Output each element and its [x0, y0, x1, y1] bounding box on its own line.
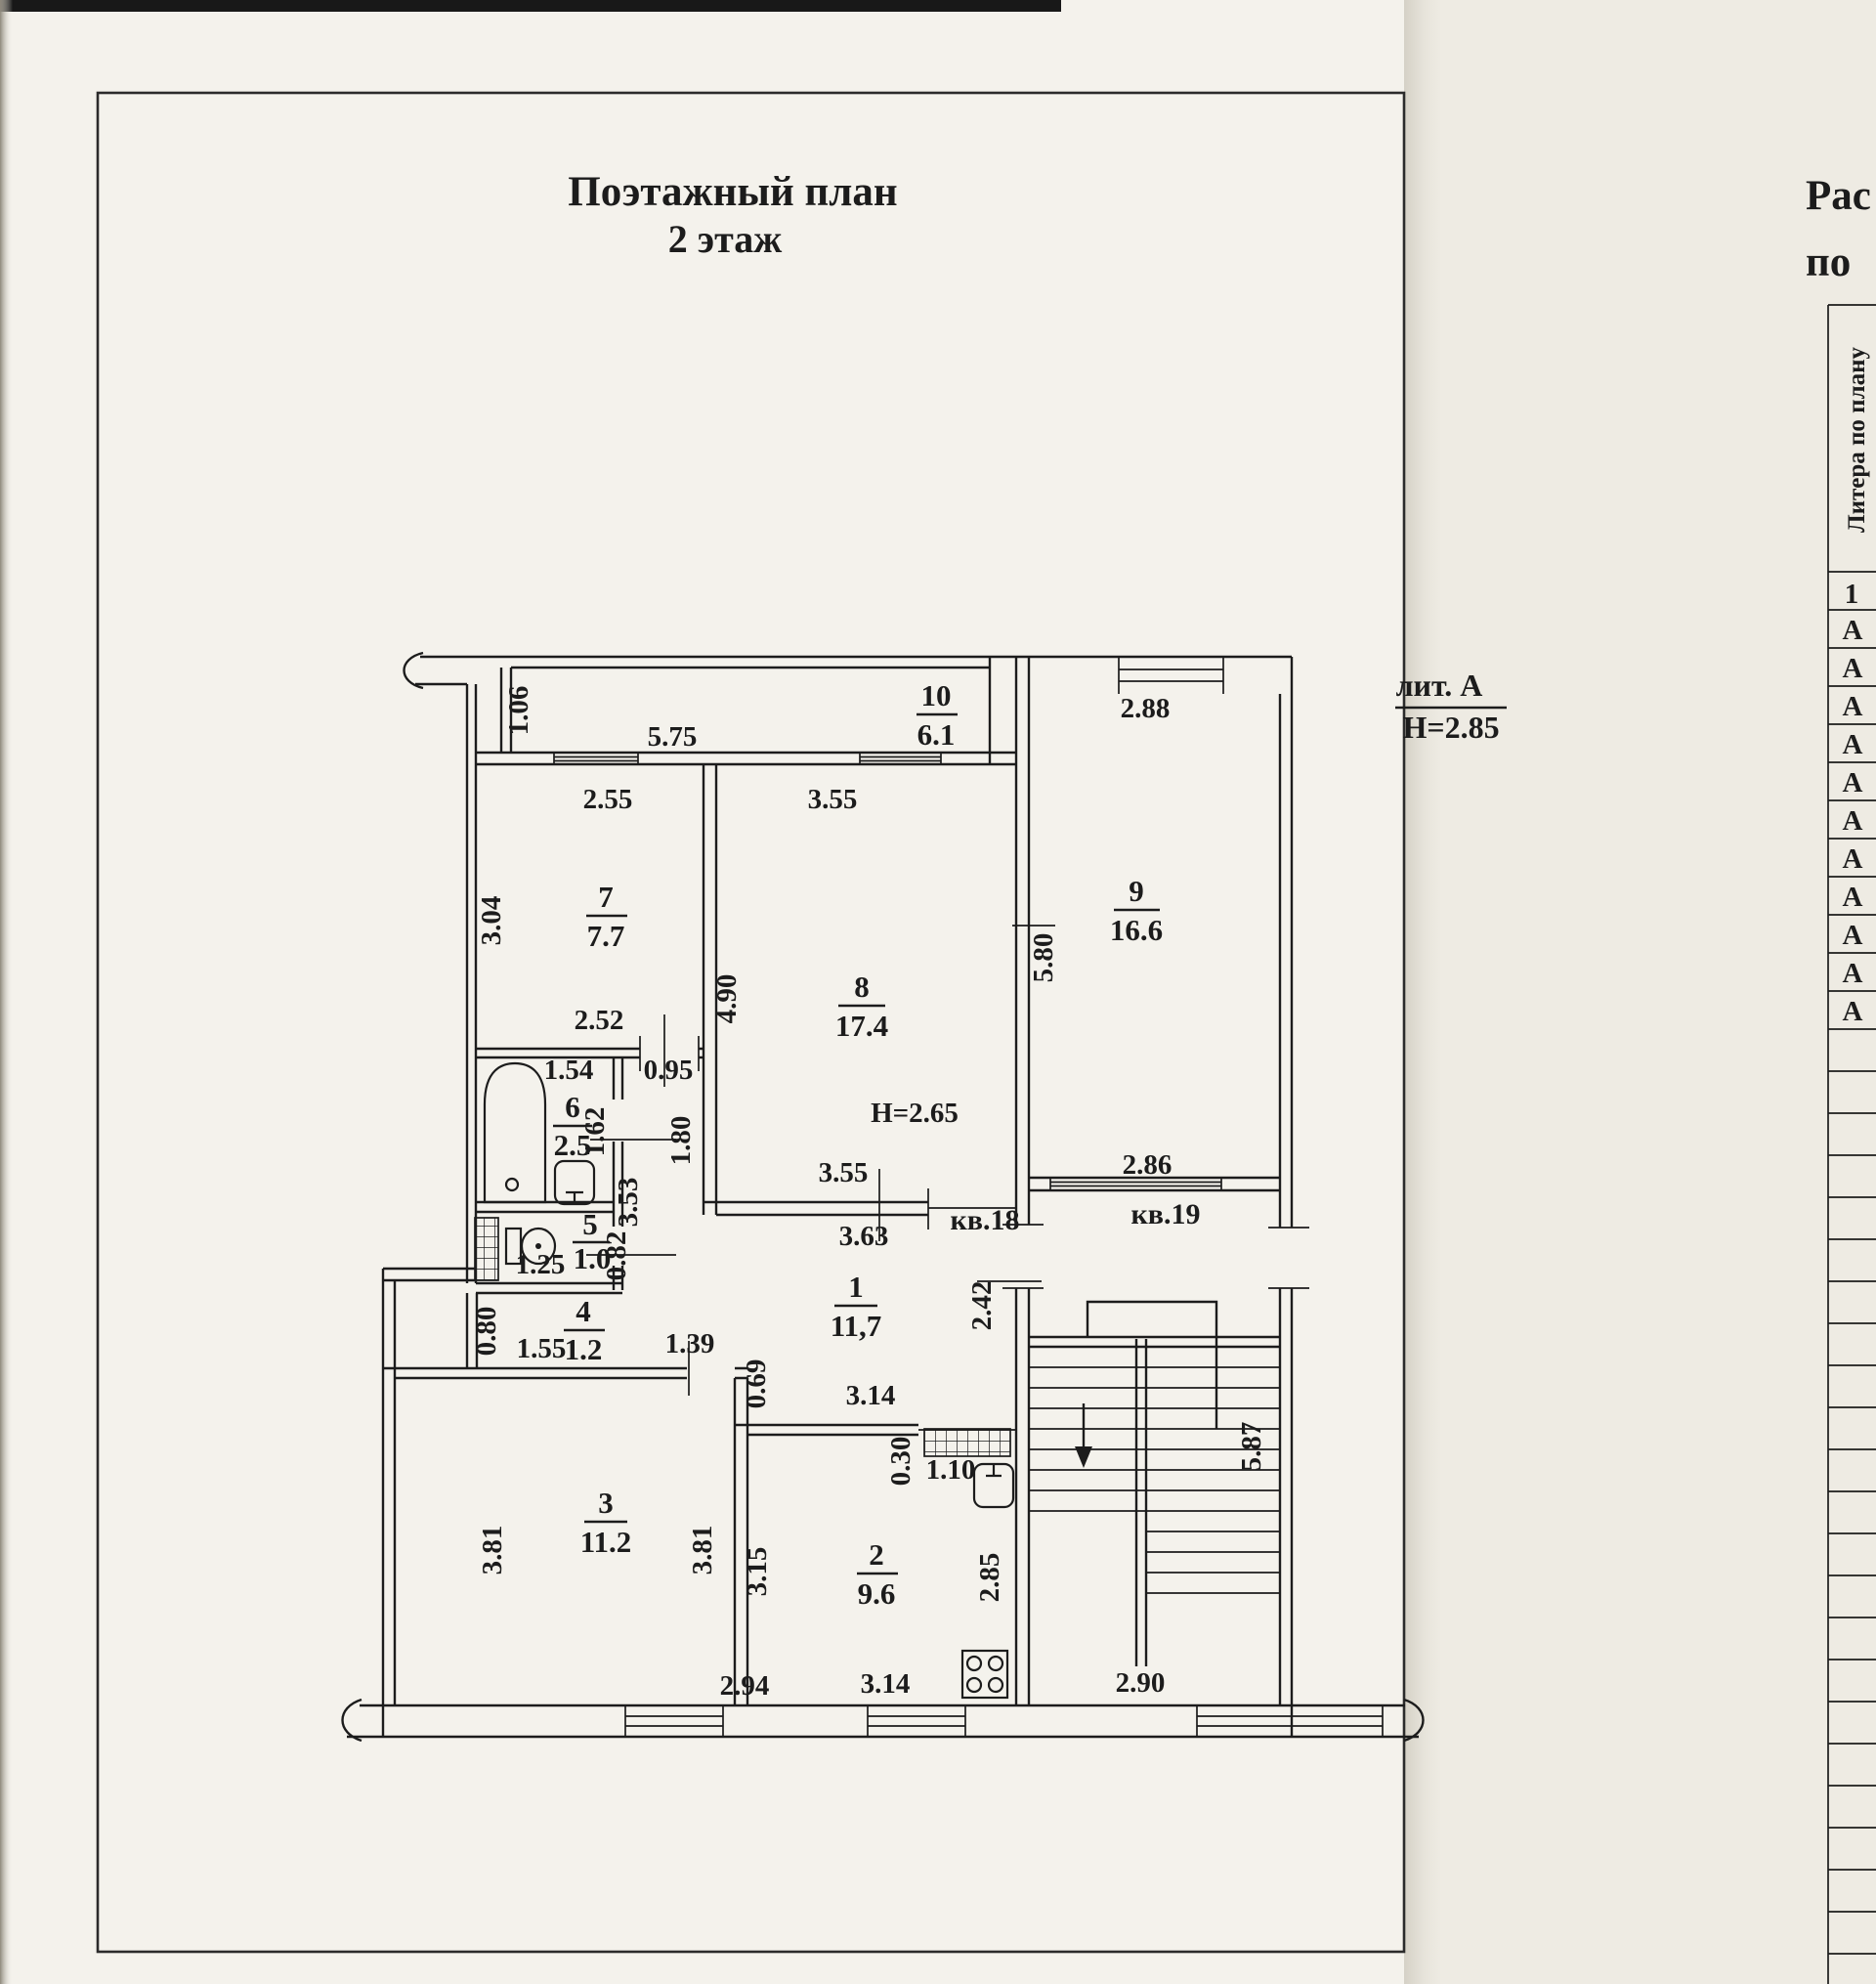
room-number: 7: [598, 880, 614, 914]
room-area: 9.6: [857, 1576, 896, 1611]
dim-room8-top: 3.55: [807, 784, 858, 815]
room-area: 2.5: [553, 1128, 592, 1162]
dim-bottom-left: 2.94: [719, 1670, 770, 1702]
dim-balcony-depth: 1.06: [503, 685, 534, 736]
room-number: 9: [1129, 874, 1144, 908]
room-area: 6.1: [917, 717, 956, 752]
side-table-row-number: 1: [1844, 579, 1859, 610]
dim-wc-width: 1.25: [515, 1249, 566, 1280]
dim-bath-door: 1.62: [579, 1106, 611, 1157]
dim-hall-step: 1.39: [664, 1328, 715, 1359]
side-table-letter: А: [1842, 653, 1863, 684]
side-table-letter: А: [1842, 996, 1863, 1027]
page-fold-shadow: [1404, 0, 1441, 1984]
side-table-letter: А: [1842, 691, 1863, 722]
dim-room9-top: 2.88: [1120, 693, 1171, 724]
room-area: 17.4: [834, 1009, 889, 1043]
dim-door7: 0.95: [643, 1055, 694, 1086]
dim-room7-bottom: 2.52: [574, 1005, 624, 1036]
room-area: 11,7: [830, 1309, 882, 1343]
dim-kitchen-vent-d: 0.30: [885, 1436, 917, 1487]
side-heading-line1: Рас: [1806, 173, 1871, 219]
dim-bath-width: 1.54: [543, 1055, 594, 1086]
scanner-edge-top: [0, 0, 1061, 12]
kitchen-vent-grille-icon: [924, 1429, 1010, 1456]
room-number: 4: [576, 1294, 591, 1328]
liter-label: лит. А: [1395, 668, 1483, 703]
dim-room8-bottom-a: 3.55: [818, 1157, 869, 1188]
dim-room9-height: 5.80: [1028, 932, 1059, 983]
note-room-height: Н=2.65: [871, 1098, 959, 1129]
room-number: 10: [920, 678, 952, 712]
dim-landing-height: 2.42: [966, 1280, 998, 1331]
side-table-letter: А: [1842, 843, 1863, 875]
dim-balcony-width: 5.75: [647, 721, 698, 753]
side-table-letter: А: [1842, 805, 1863, 837]
dim-landing-width: 2.86: [1122, 1149, 1172, 1181]
room-number: 2: [869, 1537, 884, 1572]
room-area: 11.2: [579, 1525, 632, 1559]
dim-wc-door: 0.82: [601, 1230, 632, 1281]
room-area: 16.6: [1109, 913, 1164, 947]
dim-hall-door: 3.14: [845, 1380, 896, 1411]
side-table-letter: А: [1842, 767, 1863, 798]
apartment-18-label: кв.18: [950, 1204, 1020, 1236]
side-heading-line2: по: [1806, 239, 1852, 285]
side-table-letter: А: [1842, 615, 1863, 646]
room-number: 5: [582, 1207, 598, 1241]
side-table-letter: А: [1842, 882, 1863, 913]
page-title: Поэтажный план: [568, 169, 898, 215]
right-page-paper: [1432, 0, 1876, 1984]
dim-room3-h-left: 3.81: [477, 1525, 508, 1575]
room-area: 7.7: [586, 919, 625, 953]
dim-room8-bottom-b: 3.63: [838, 1221, 889, 1252]
page-subtitle: 2 этаж: [667, 217, 783, 261]
dim-hall-step-h: 0.69: [741, 1359, 772, 1409]
room-number: 3: [598, 1486, 614, 1520]
dim-nook-height: 1.80: [665, 1115, 697, 1166]
dim-room4-width: 1.55: [516, 1333, 567, 1364]
room-area: 1.2: [564, 1332, 603, 1366]
room-number: 1: [848, 1270, 864, 1304]
room-area: 1.0: [573, 1241, 612, 1275]
side-table-letter: А: [1842, 729, 1863, 760]
building-height-label: Н=2.85: [1402, 710, 1500, 745]
dim-kitchen-h-right: 2.85: [974, 1552, 1005, 1603]
dim-bottom-right: 2.90: [1115, 1667, 1166, 1699]
dim-room4-height: 0.80: [471, 1306, 502, 1357]
dim-room3-h-right: 3.81: [687, 1525, 718, 1575]
vent-shaft-icon: [475, 1218, 498, 1280]
dim-stairs-height: 5.87: [1236, 1421, 1267, 1472]
room-number: 6: [565, 1090, 580, 1124]
apartment-19-label: кв.19: [1130, 1198, 1201, 1230]
room-number: 8: [854, 970, 870, 1004]
dim-shaft: 3.53: [613, 1177, 644, 1228]
side-table-letter: А: [1842, 958, 1863, 989]
dim-room8-height: 4.90: [711, 973, 743, 1024]
dim-bottom-mid: 3.14: [860, 1668, 911, 1700]
dim-room7-height: 3.04: [476, 895, 507, 946]
dim-kitchen-vent-w: 1.10: [925, 1454, 976, 1486]
dim-room7-width: 2.55: [582, 784, 633, 815]
dim-kitchen-h-left: 3.15: [742, 1546, 773, 1597]
side-table-letter: А: [1842, 920, 1863, 951]
side-table-col-header: Литера по плану: [1844, 346, 1870, 534]
scanner-edge-left: [0, 0, 13, 1984]
